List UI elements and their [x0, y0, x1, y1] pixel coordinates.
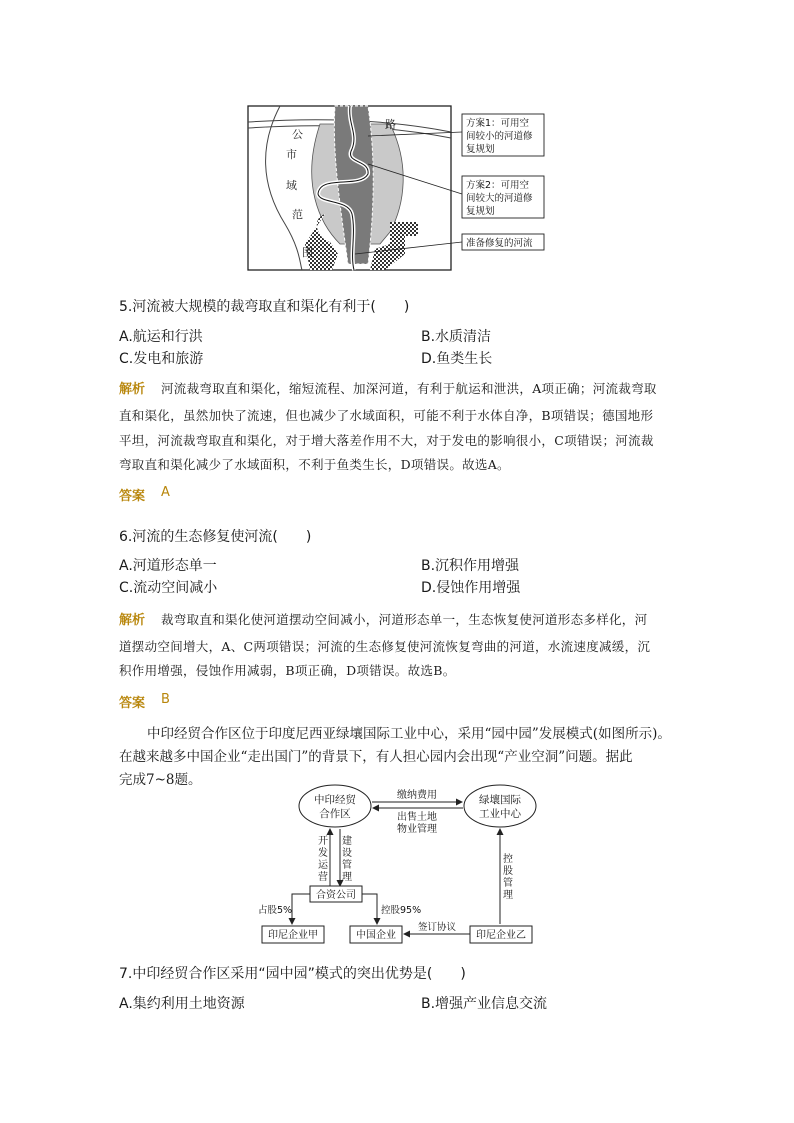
vert-right-4: 理 — [503, 890, 513, 901]
callout-1-line-2: 间较小的河道修 — [466, 131, 533, 142]
q5-option-d: D.鱼类生长 — [421, 351, 493, 367]
vert-left-a-3: 运 — [318, 860, 328, 871]
q6-explain-line-3: 积作用增强，侵蚀作用减弱，B项正确，D项错误。故选B。 — [119, 663, 456, 678]
company-b: 印尼企业乙 — [476, 930, 526, 941]
callout-3: 准备修复的河流 — [466, 238, 533, 249]
q5-answer: A — [161, 485, 170, 500]
q5-stem: 5.河流被大规模的裁弯取直和渠化有利于( ) — [119, 299, 410, 315]
callout-2-line-2: 间较大的河道修 — [466, 193, 533, 204]
q5-option-a: A.航运和行洪 — [119, 329, 203, 345]
q7-stem: 7.中印经贸合作区采用“园中园”模式的突出优势是( ) — [119, 966, 466, 982]
intro-line-2: 在越来越多中国企业“走出国门”的背景下，有人担心园内会出现“产业空洞”问题。据此 — [119, 749, 633, 765]
vert-left-b-1: 建 — [342, 836, 352, 847]
vert-right-1: 控 — [503, 854, 513, 865]
q5-answer-label: 答案 — [119, 489, 146, 504]
vert-left-b-3: 管 — [342, 860, 352, 871]
q6-option-b: B.沉积作用增强 — [421, 558, 520, 574]
map-label-gong: 公 — [292, 128, 303, 141]
joint-company: 合资公司 — [316, 890, 356, 901]
q5-explain-label: 解析 — [119, 382, 146, 397]
intro-line-3: 完成7~8题。 — [119, 772, 202, 788]
q5-explain-line-4: 弯取直和渠化减少了水域面积，不利于鱼类生长，D项错误。故选A。 — [119, 457, 510, 472]
callout-1-line-3: 复规划 — [466, 144, 495, 155]
q6-explain-label: 解析 — [119, 613, 146, 628]
vert-left-b-4: 理 — [342, 872, 352, 883]
q6-option-d: D.侵蚀作用增强 — [421, 580, 521, 596]
node-left-line-2: 合作区 — [319, 808, 351, 820]
map-label-wei: 围 — [302, 246, 313, 259]
callout-1-line-1: 方案1：可用空 — [466, 118, 530, 129]
q7-option-b: B.增强产业信息交流 — [421, 996, 548, 1012]
vert-left-b-2: 设 — [342, 848, 352, 859]
vert-right-3: 管 — [503, 878, 513, 889]
node-right-line-1: 绿壤国际 — [479, 794, 521, 806]
q7-option-a: A.集约利用土地资源 — [119, 996, 245, 1012]
company-cn: 中国企业 — [356, 930, 396, 941]
callout-2-line-1: 方案2：可用空 — [466, 180, 530, 191]
share-left: 占股5% — [258, 905, 293, 916]
agreement-label: 签订协议 — [417, 922, 457, 933]
q6-explain-line-1: 裁弯取直和渠化使河道摆动空间减小，河道形态单一，生态恢复使河道形态多样化，河 — [161, 612, 648, 627]
edge-top-label: 缴纳费用 — [397, 790, 437, 801]
vert-left-a-1: 开 — [318, 836, 328, 847]
company-a: 印尼企业甲 — [268, 930, 318, 941]
node-left-line-1: 中印经贸 — [314, 794, 356, 806]
river-restoration-map — [240, 104, 552, 276]
map-label-fan: 范 — [292, 208, 303, 221]
vert-right-2: 股 — [503, 866, 513, 877]
q6-stem: 6.河流的生态修复使河流( ) — [119, 529, 312, 545]
q5-explain-line-1: 河流裁弯取直和渠化，缩短流程、加深河道，有利于航运和泄洪，A项正确；河流裁弯取 — [161, 381, 657, 396]
q5-option-c: C.发电和旅游 — [119, 351, 204, 367]
q5-option-b: B.水质清洁 — [421, 329, 492, 345]
park-in-park-diagram — [250, 782, 550, 948]
q6-option-c: C.流动空间减小 — [119, 580, 218, 596]
q6-answer: B — [161, 692, 170, 707]
map-label-yu: 域 — [286, 179, 297, 192]
vert-left-a-2: 发 — [318, 848, 328, 859]
q6-answer-label: 答案 — [119, 696, 146, 711]
share-right: 控股95% — [381, 905, 422, 916]
q6-option-a: A.河道形态单一 — [119, 558, 217, 574]
edge-bottom-line-2: 物业管理 — [397, 824, 437, 835]
node-right-line-2: 工业中心 — [479, 808, 521, 820]
q5-explain-line-3: 平坦，河流裁弯取直和渠化，对于增大落差作用不大，对于发电的影响很小，C项错误；河流裁 — [119, 433, 654, 448]
vert-left-a-4: 营 — [318, 872, 328, 883]
map-label-shi: 市 — [286, 148, 297, 161]
map-label-lu: 路 — [385, 118, 396, 131]
callout-2-line-3: 复规划 — [466, 206, 495, 217]
q6-explain-line-2: 道摆动空间增大，A、C两项错误；河流的生态修复使河流恢复弯曲的河道，水流速度减缓，沉 — [119, 639, 651, 654]
intro-line-1: 中印经贸合作区位于印度尼西亚绿壤国际工业中心，采用“园中园”发展模式(如图所示)。 — [147, 726, 671, 742]
edge-bottom-line-1: 出售土地 — [397, 812, 437, 823]
q5-explain-line-2: 直和渠化，虽然加快了流速，但也减少了水域面积，可能不利于水体自净，B项错误；德国地形 — [119, 408, 654, 423]
